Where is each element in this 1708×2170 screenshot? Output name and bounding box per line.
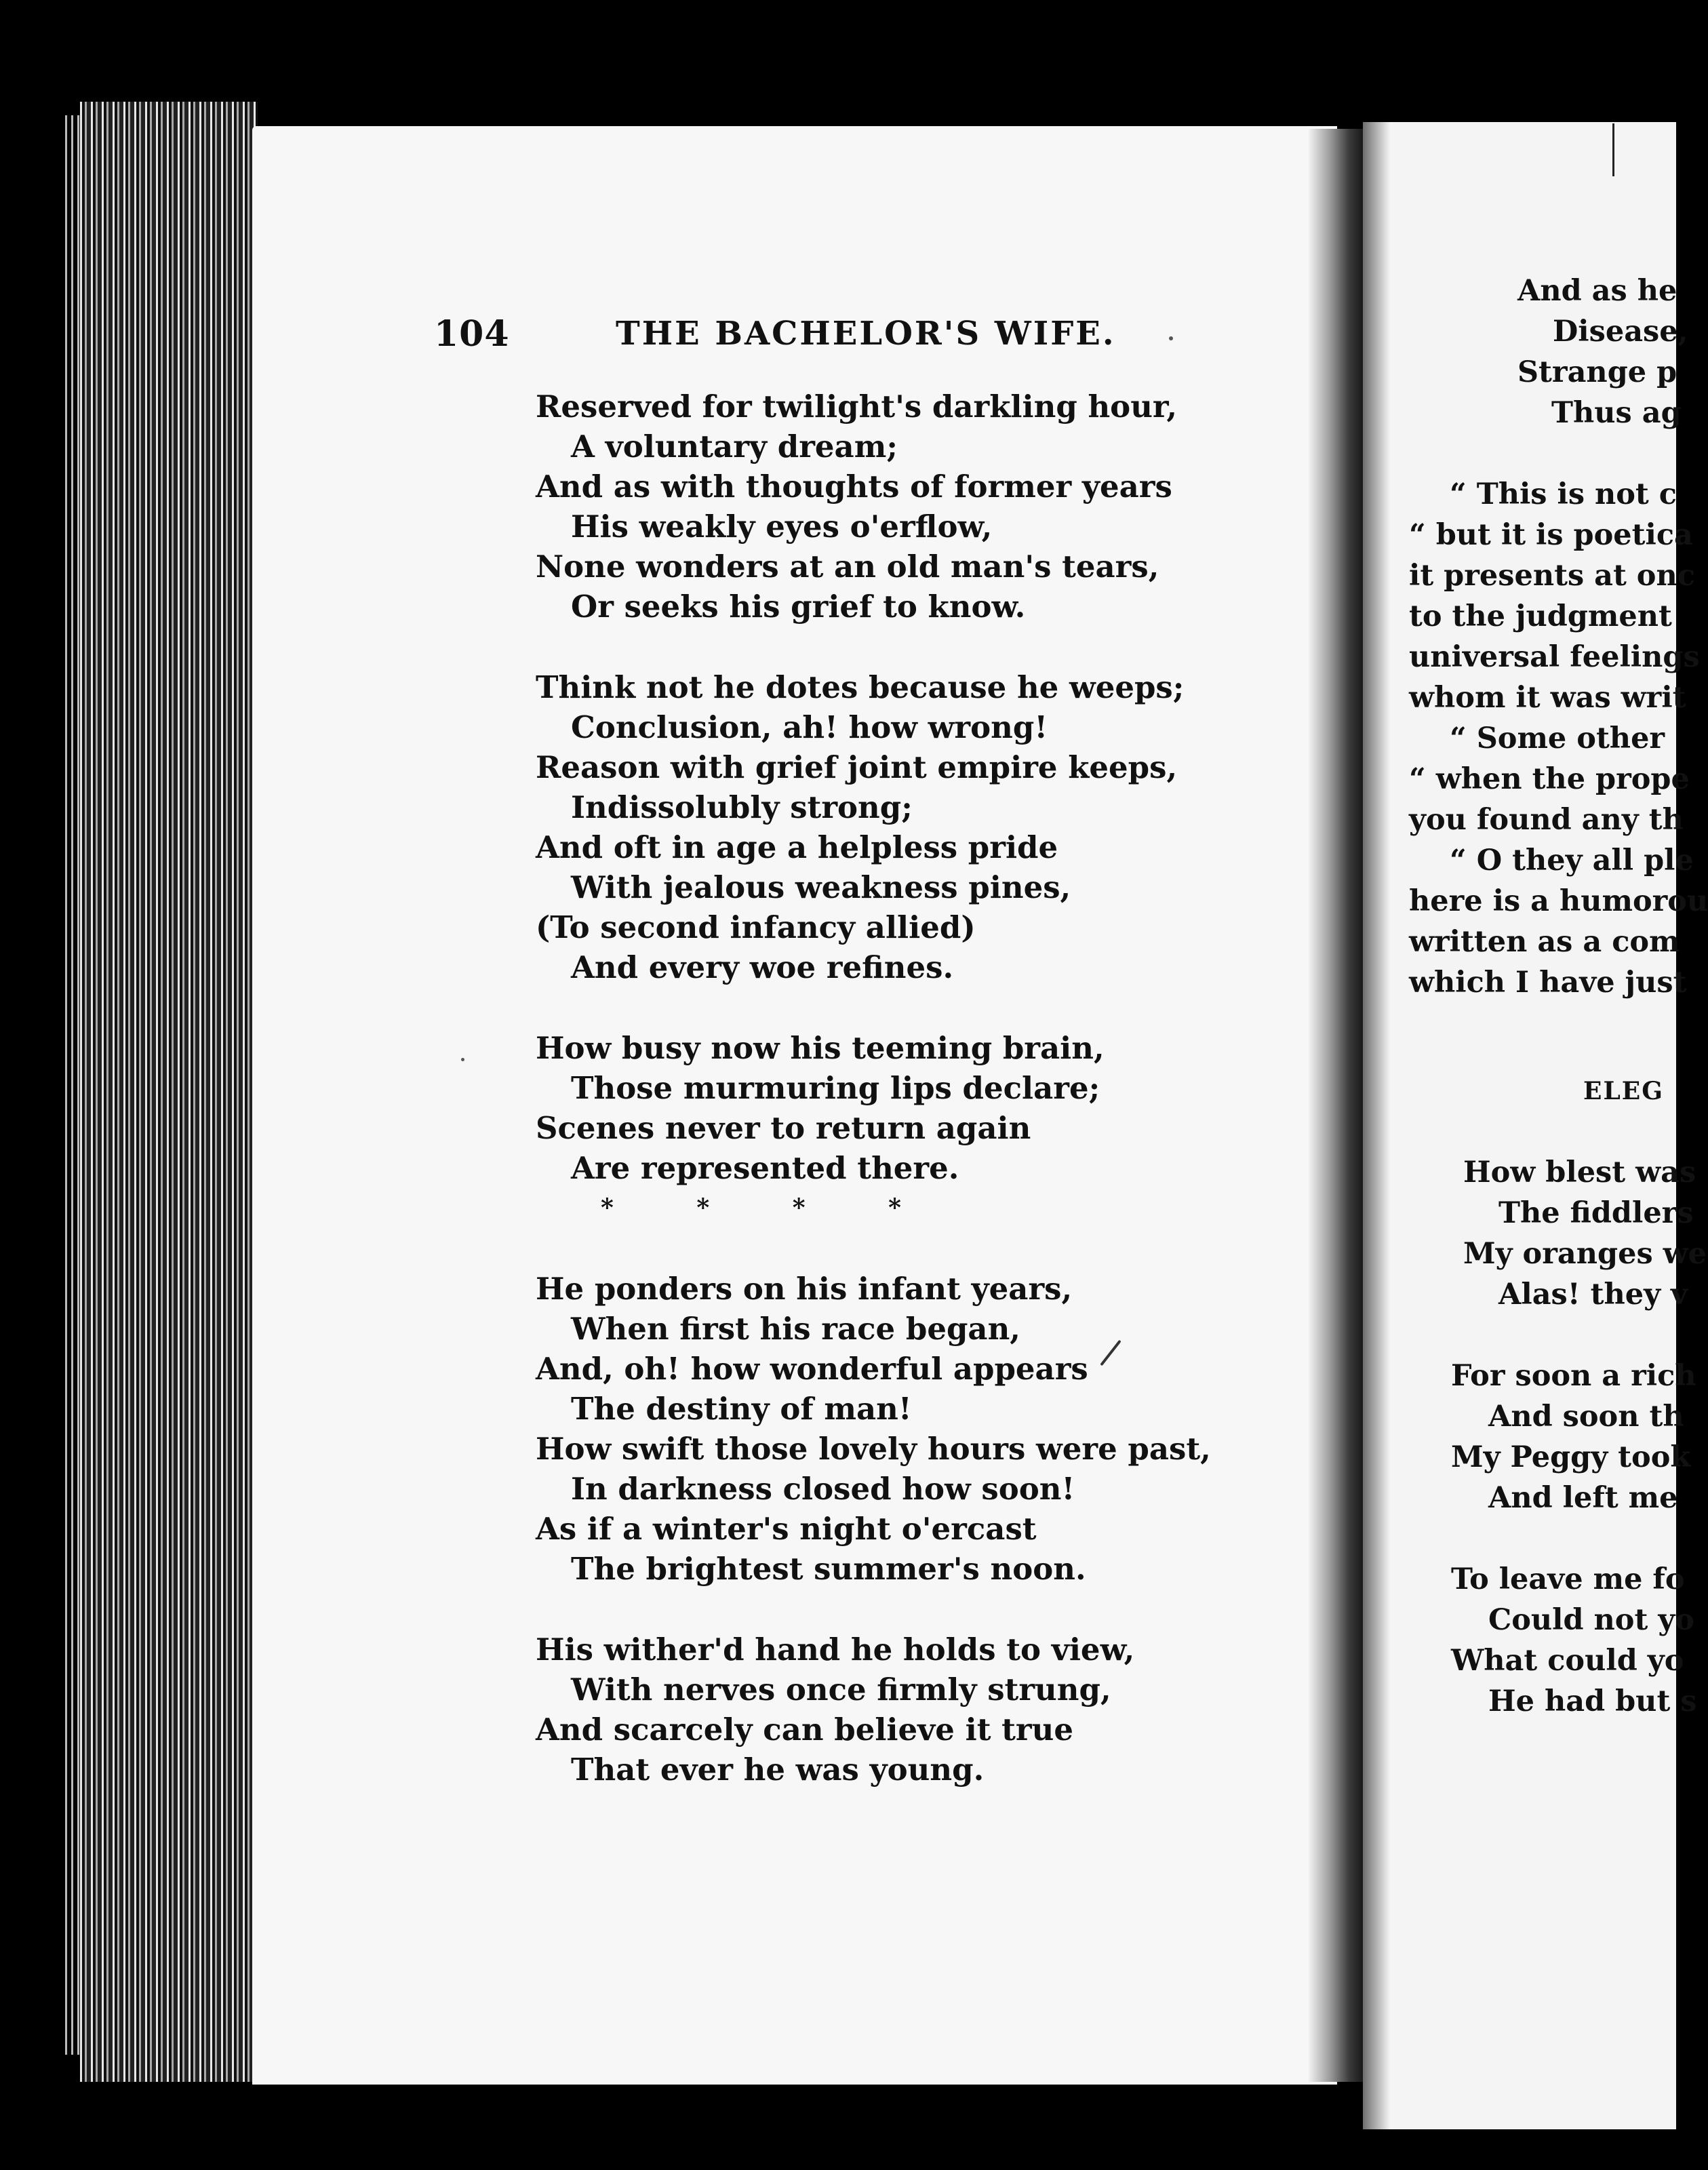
poem-line: Scenes never to return again — [536, 1110, 1031, 1146]
right-page-line: What could yo — [1451, 1644, 1684, 1678]
page-number: 104 — [434, 313, 510, 355]
poem-line: Think not he dotes because he weeps; — [536, 669, 1185, 705]
running-title: THE BACHELOR'S WIFE. — [616, 315, 1116, 353]
poem — [536, 387, 1315, 1790]
poem-line: And every woe refines. — [571, 949, 954, 985]
right-page-line: The fiddlers — [1498, 1196, 1694, 1230]
poem-line: And scarcely can believe it true — [536, 1712, 1073, 1748]
asterisk-break: * * * * — [601, 1194, 901, 1222]
right-page-line: “ when the prope — [1409, 762, 1690, 796]
speck — [1169, 336, 1173, 340]
right-page-line: He had but s — [1488, 1684, 1697, 1718]
poem-line: The brightest summer's noon. — [571, 1551, 1086, 1587]
poem-line: When first his race began, — [571, 1311, 1020, 1347]
right-page-line: Thus ag — [1551, 396, 1682, 430]
right-page-line: “ but it is poetica — [1409, 518, 1693, 552]
right-page-line: you found any th — [1409, 803, 1684, 837]
running-head — [434, 313, 1248, 368]
right-page-text — [1363, 122, 1708, 2129]
poem-line: Reserved for twilight's darkling hour, — [536, 389, 1178, 425]
poem-line: With jealous weakness pines, — [571, 869, 1071, 905]
poem-line: How busy now his teeming brain, — [536, 1030, 1105, 1066]
right-page-line: “ This is not c — [1450, 477, 1677, 511]
right-page-line: How blest was — [1463, 1156, 1696, 1189]
right-page-line: For soon a rich — [1451, 1359, 1696, 1393]
poem-line: He ponders on his infant years, — [536, 1271, 1073, 1307]
poem-line: How swift those lovely hours were past, — [536, 1431, 1211, 1467]
book-gutter — [1309, 129, 1363, 2082]
poem-line: And as with thoughts of former years — [536, 469, 1172, 505]
right-page-line: here is a humorou — [1409, 884, 1708, 918]
right-page-line: Alas! they v — [1498, 1278, 1688, 1311]
poem-line: In darkness closed how soon! — [571, 1471, 1075, 1507]
poem-line: And oft in age a helpless pride — [536, 829, 1058, 865]
poem-line: With nerves once firmly strung, — [571, 1672, 1111, 1708]
poem-line: None wonders at an old man's tears, — [536, 549, 1159, 585]
right-page-line: Strange p — [1517, 355, 1677, 389]
right-page — [1363, 122, 1708, 2129]
poem-line: Indissolubly strong; — [571, 789, 913, 825]
right-page-line: to the judgment — [1409, 599, 1672, 633]
right-page-line: universal feelings — [1409, 640, 1700, 674]
right-page-line: And left me — [1488, 1481, 1678, 1515]
poem-line: (To second infancy allied) — [536, 909, 976, 945]
right-page-line: Could not yo — [1488, 1603, 1694, 1637]
right-page-line: And soon th — [1488, 1400, 1684, 1434]
right-page-line: And as he — [1517, 274, 1677, 308]
stanza-gap — [536, 987, 1315, 1028]
right-page-line: “ Some other — [1450, 722, 1665, 755]
stanza-gap — [536, 1589, 1315, 1630]
poem-line: Are represented there. — [571, 1150, 959, 1186]
poem-line: Or seeks his grief to know. — [571, 589, 1026, 625]
poem-line: Those murmuring lips declare; — [571, 1070, 1100, 1106]
right-page-line: My oranges we — [1463, 1237, 1707, 1271]
right-page-line: written as a com — [1409, 925, 1680, 959]
right-page-line: it presents at onc — [1409, 559, 1695, 593]
speck — [461, 1058, 464, 1061]
right-page-line: whom it was writ — [1409, 681, 1686, 715]
right-page-line: Disease, — [1553, 315, 1688, 349]
poem-line: And, oh! how wonderful appears — [536, 1351, 1088, 1387]
right-page-line: To leave me fo — [1451, 1562, 1685, 1596]
right-page-line: My Peggy took — [1451, 1440, 1691, 1474]
poem-line: A voluntary dream; — [571, 429, 898, 465]
poem-line: His weakly eyes o'erflow, — [571, 509, 993, 545]
poem-line: His wither'd hand he holds to view, — [536, 1632, 1135, 1668]
poem-line: Reason with grief joint empire keeps, — [536, 749, 1178, 785]
poem-line: As if a winter's night o'ercast — [536, 1511, 1037, 1547]
poem-line: The destiny of man! — [571, 1391, 912, 1427]
right-page-line: which I have just — [1409, 966, 1687, 1000]
stanza-gap — [536, 1228, 1315, 1269]
page-edges — [80, 102, 258, 2082]
poem-line: That ever he was young. — [571, 1752, 985, 1788]
right-page-line: “ O they all ple — [1450, 844, 1694, 877]
stanza-gap — [536, 627, 1315, 667]
margin-mark — [1612, 123, 1614, 176]
poem-line: Conclusion, ah! how wrong! — [571, 709, 1048, 745]
right-heading: ELEG — [1583, 1077, 1664, 1105]
